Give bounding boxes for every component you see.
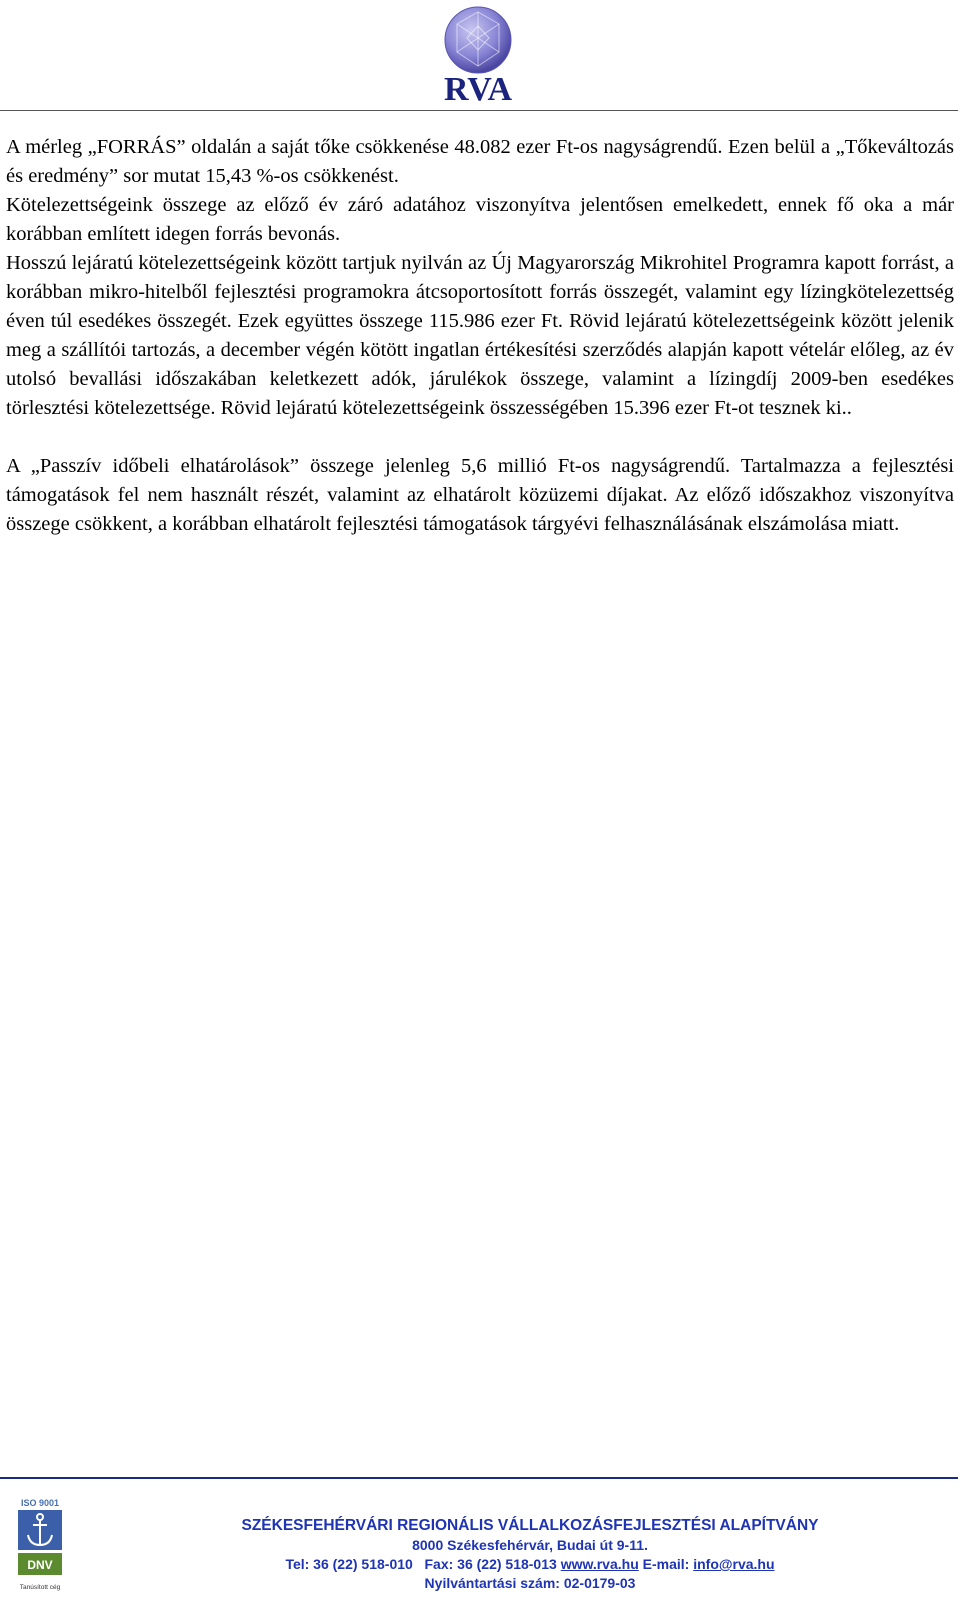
header-divider — [0, 110, 958, 111]
rva-logo — [437, 4, 519, 104]
iso-label: ISO 9001 — [20, 1498, 60, 1508]
iso-9001-badge — [14, 1497, 66, 1595]
registration-number: Nyilvántartási szám: 02-0179-03 — [424, 1575, 636, 1591]
tel: Tel: 36 (22) 518-010 — [285, 1556, 413, 1572]
fax: Fax: 36 (22) 518-013 — [424, 1556, 557, 1572]
footer-divider — [0, 1477, 958, 1479]
paragraph-liabilities: Kötelezettségeink összege az előző év záró adatához viszonyítva jelentősen emelkedett, ennek fő oka a már korábban említett idegen forrás bevonás. — [6, 194, 954, 245]
footer-contact — [180, 1516, 880, 1593]
contact-line — [180, 1555, 880, 1574]
paragraph-equity: A mérleg „FORRÁS” oldalán a saját tőke csökkenése 48.082 ezer Ft-os nagyságrendű. Ezen belül a „Tőkeváltozás és eredmény” sor mutat 15,43 %-os csökkenést. — [6, 136, 954, 187]
email-link[interactable]: info@rva.hu — [693, 1556, 775, 1572]
paragraph-long-term: Hosszú lejáratú kötelezettségeink között tartjuk nyilván az Új Magyarország Mikrohitel Programra kapott forrást, a korábban mikro-hitelből fejlesztési programokra átcsoportosított forrás összegét, valamint egy lízingkötelezettség éven túl esedékes összegét. Ezek együttes összege 115.986 ezer Ft. Rövid lejáratú kötelezettségeink között jelenik meg a szállítói tartozás, a december végén kötött ingatlan értékesítési szerződés alapján kapott vételár előleg, az év utolsó bevallási időszakában keletkezett adók, járulékok összege, valamint a lízingdíj 2009-ben esedékes törlesztési kötelezettsége. Rövid lejáratú kötelezettségeink összességében 15.396 ezer Ft-ot tesznek ki.. — [6, 252, 954, 419]
org-name: SZÉKESFEHÉRVÁRI REGIONÁLIS VÁLLALKOZÁSFEJLESZTÉSI ALAPÍTVÁNY — [241, 1517, 819, 1534]
website-link[interactable]: www.rva.hu — [560, 1556, 639, 1572]
cert-label: Tanúsított cég — [19, 1584, 61, 1591]
document-body — [6, 133, 954, 539]
email-label: E-mail: — [642, 1556, 690, 1572]
paragraph-accruals: A „Passzív időbeli elhatárolások” összege jelenleg 5,6 millió Ft-os nagyságrendű. Tartalmazza a fejlesztési támogatások fel nem használt részét, valamint az elhatárolt közüzemi díjakat. Az előző időszakhoz viszonyítva összege csökkent, a korábban elhatárolt fejlesztési támogatások tárgyévi felhasználásának elszámolása miatt. — [6, 455, 954, 535]
dnv-label: DNV — [27, 1558, 53, 1572]
address: 8000 Székesfehérvár, Budai út 9-11. — [412, 1537, 648, 1553]
logo-text: RVA — [443, 71, 513, 104]
